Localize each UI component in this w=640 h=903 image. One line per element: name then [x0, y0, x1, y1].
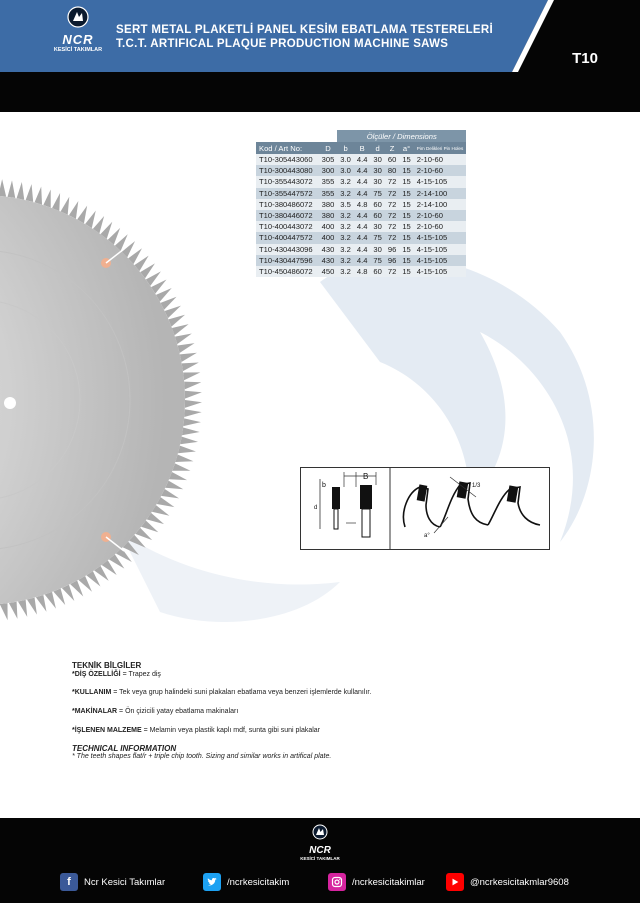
table-cell: 400 [319, 232, 338, 243]
table-cell: T10-450486072 [256, 266, 319, 277]
table-cell: T10-430443096 [256, 244, 319, 255]
table-cell: 4-15-105 [414, 244, 466, 255]
table-cell: 96 [385, 255, 399, 266]
diagram-label-B: B [363, 472, 369, 481]
footer-brand-name: NCR [309, 845, 331, 856]
table-cell: 3.2 [337, 232, 354, 243]
table-cell: 300 [319, 165, 338, 176]
table-cell: 15 [399, 255, 413, 266]
table-cell: 96 [385, 244, 399, 255]
table-cell: 15 [399, 165, 413, 176]
table-header-cell: d [370, 142, 384, 154]
table-cell: 60 [370, 199, 384, 210]
table-cell: 3.2 [337, 188, 354, 199]
table-cell: 3.2 [337, 244, 354, 255]
brand-mark-icon [67, 6, 89, 28]
material-value: = Melamin veya plastik kaplı mdf, sunta gibi suni plakalar [141, 727, 321, 734]
table-row [256, 176, 466, 187]
table-cell: 3.0 [337, 154, 354, 165]
table-cell: 15 [399, 199, 413, 210]
table-cell: 4.4 [354, 210, 371, 221]
table-cell: 15 [399, 210, 413, 221]
table-cell: 4-15-105 [414, 266, 466, 277]
machine-label: *MAKİNALAR [72, 708, 118, 715]
footer [0, 818, 640, 903]
table-body [256, 154, 466, 277]
youtube-link[interactable] [446, 873, 569, 891]
table-cell: 4.4 [354, 154, 371, 165]
usage-label: *KULLANIM [72, 689, 112, 696]
table-cell: 60 [370, 266, 384, 277]
facebook-link[interactable] [60, 873, 165, 891]
table-cell: 72 [385, 232, 399, 243]
table-cell: 305 [319, 154, 338, 165]
table-cell: 3.2 [337, 255, 354, 266]
table-cell: 3.2 [337, 266, 354, 277]
brand-logo [50, 6, 106, 62]
table-cell: T10-300443080 [256, 165, 319, 176]
table-header-row [256, 142, 466, 154]
table-row [256, 199, 466, 210]
table-cell: T10-430447596 [256, 255, 319, 266]
instagram-link[interactable] [328, 873, 425, 891]
table-cell: T10-355447572 [256, 188, 319, 199]
table-cell: 380 [319, 199, 338, 210]
title-turkish: SERT METAL PLAKETLİ PANEL KESİM EBATLAMA TESTERELERİ [116, 24, 494, 36]
table-cell: 4-15-105 [414, 232, 466, 243]
table-cell: 3.2 [337, 221, 354, 232]
table-header-cell: Pim Delikleri Pin Holes [414, 142, 466, 154]
table-cell: 15 [399, 244, 413, 255]
tooth-spec-line [72, 671, 552, 678]
table-cell: 355 [319, 176, 338, 187]
table-cell: 4.8 [354, 266, 371, 277]
table-row [256, 232, 466, 243]
twitter-link[interactable] [203, 873, 289, 891]
machine-value: = Ön çizicili yatay ebatlama makinaları [117, 708, 239, 715]
table-row [256, 210, 466, 221]
table-cell: 4.4 [354, 221, 371, 232]
table-cell: 355 [319, 188, 338, 199]
table-cell: 72 [385, 210, 399, 221]
dimensions-group-label: Ölçüler / Dimensions [337, 130, 466, 142]
saw-blade-image [0, 165, 230, 635]
table-cell: 430 [319, 255, 338, 266]
table-row [256, 266, 466, 277]
table-cell: T10-380446072 [256, 210, 319, 221]
table-row [256, 188, 466, 199]
facebook-handle: Ncr Kesici Takımlar [84, 876, 166, 888]
table-cell: 72 [385, 188, 399, 199]
diagram-label-one-third: 1/3 [472, 483, 481, 489]
footer-brand-subtitle: KESİCİ TAKIMLAR [300, 856, 340, 861]
table-header-cell: a° [399, 142, 413, 154]
table-cell: 75 [370, 255, 384, 266]
table-cell: 60 [370, 210, 384, 221]
table-cell: 15 [399, 266, 413, 277]
table-cell: 72 [385, 176, 399, 187]
twitter-icon [203, 873, 221, 891]
table-cell: 2-10-60 [414, 221, 466, 232]
instagram-handle: /ncrkesicitakimlar [352, 876, 425, 888]
table-cell: 30 [370, 154, 384, 165]
table-cell: 30 [370, 165, 384, 176]
table-cell: 2-10-60 [414, 210, 466, 221]
material-spec-line [72, 727, 552, 734]
table-cell: 4.4 [354, 244, 371, 255]
table-cell: 75 [370, 232, 384, 243]
table-cell: T10-305443060 [256, 154, 319, 165]
table-cell: 2-10-60 [414, 165, 466, 176]
diagram-label-d: d [314, 505, 318, 511]
table-cell: 450 [319, 266, 338, 277]
table-row [256, 255, 466, 266]
table-header-cell: Kod / Art No: [256, 142, 319, 154]
table-header-cell: Z [385, 142, 399, 154]
table-cell: 30 [370, 176, 384, 187]
table-row [256, 165, 466, 176]
tooth-value: = Trapez diş [120, 671, 161, 678]
table-cell: 15 [399, 232, 413, 243]
table-cell: 60 [385, 154, 399, 165]
table-cell: 4-15-105 [414, 176, 466, 187]
table-cell: 2-10-60 [414, 154, 466, 165]
table-cell: 4.4 [354, 176, 371, 187]
technical-info [72, 661, 552, 760]
machine-spec-line [72, 708, 552, 715]
diagram-label-b: b [322, 482, 326, 489]
table-cell: 4.4 [354, 255, 371, 266]
table-row [256, 244, 466, 255]
usage-value: = Tek veya grup halindeki suni plakaları ebatlama veya benzeri işlemlerde kullanılır. [111, 689, 372, 696]
table-cell: T10-400443072 [256, 221, 319, 232]
diagram-label-angle: a° [424, 533, 430, 539]
table-row [256, 154, 466, 165]
tooth-profile-diagram [300, 467, 550, 550]
table-cell: 3.2 [337, 210, 354, 221]
table-cell: 4.4 [354, 165, 371, 176]
table-cell: 3.5 [337, 199, 354, 210]
table-cell: 3.0 [337, 165, 354, 176]
dimensions-table [256, 130, 466, 277]
table-cell: 4.4 [354, 188, 371, 199]
table-cell: 80 [385, 165, 399, 176]
table-cell: 2-14-100 [414, 199, 466, 210]
table-cell: 72 [385, 266, 399, 277]
table-cell: 2-14-100 [414, 188, 466, 199]
english-spec-line: * The teeth shapes flat/r + triple chip tooth. Sizing and similar works in artifical plate. [72, 753, 332, 760]
table-cell: 75 [370, 188, 384, 199]
table-cell: 400 [319, 221, 338, 232]
technical-heading-tr: TEKNİK BİLGİLER [72, 661, 142, 670]
brand-name: NCR [62, 32, 94, 47]
table-header-cell: D [319, 142, 338, 154]
youtube-handle: @ncrkesicitakmlar9608 [470, 876, 569, 888]
tooth-label: *DİŞ ÖZELLİĞİ [72, 671, 121, 678]
table-header-cell: b [337, 142, 354, 154]
table-cell: 15 [399, 154, 413, 165]
table-header-cell: B [354, 142, 371, 154]
table-cell: 4.4 [354, 232, 371, 243]
usage-spec-line [72, 689, 552, 696]
table-cell: 3.2 [337, 176, 354, 187]
title-english: T.C.T. ARTIFICAL PLAQUE PRODUCTION MACHINE SAWS [116, 38, 449, 50]
product-code: T10 [572, 50, 598, 67]
table-cell: 430 [319, 244, 338, 255]
table-cell: 72 [385, 199, 399, 210]
brand-subtitle: KESİCİ TAKIMLAR [53, 47, 103, 53]
material-label: *İŞLENEN MALZEME [72, 727, 142, 734]
table-cell: T10-355443072 [256, 176, 319, 187]
table-cell: 4.8 [354, 199, 371, 210]
table-cell: T10-400447572 [256, 232, 319, 243]
youtube-icon [446, 873, 464, 891]
table-cell: 4-15-105 [414, 255, 466, 266]
technical-heading-en: TECHNICAL INFORMATION [72, 744, 177, 753]
table-cell: 72 [385, 221, 399, 232]
table-row [256, 221, 466, 232]
instagram-icon [328, 873, 346, 891]
table-cell: T10-380486072 [256, 199, 319, 210]
table-cell: 30 [370, 221, 384, 232]
table-cell: 15 [399, 221, 413, 232]
table-cell: 15 [399, 188, 413, 199]
twitter-handle: /ncrkesicitakim [227, 876, 290, 888]
facebook-icon: f [60, 873, 78, 891]
table-cell: 380 [319, 210, 338, 221]
footer-brand-mark-icon [312, 824, 328, 840]
table-cell: 15 [399, 176, 413, 187]
footer-logo [300, 824, 340, 861]
table-cell: 30 [370, 244, 384, 255]
table-group-header-row [256, 130, 466, 142]
